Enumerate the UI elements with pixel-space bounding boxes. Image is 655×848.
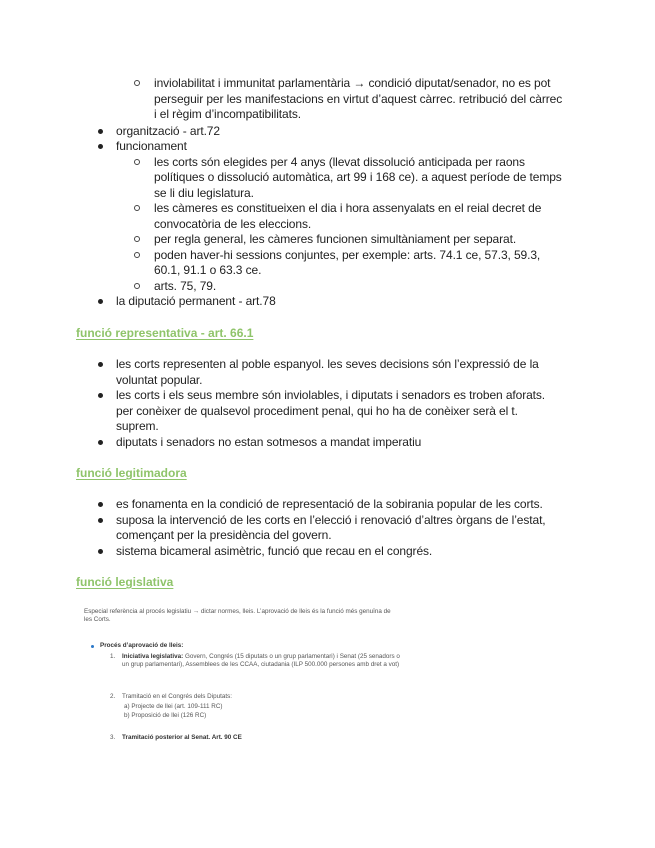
list-subitem <box>0 76 564 123</box>
list-text: la diputació permanent - art.78 <box>116 294 276 308</box>
list-text: poden haver-hi sessions conjuntes, per exemple: arts. 74.1 ce, 57.3, 59.3, 60.1, 91.1 o 63.3 ce. <box>154 247 541 277</box>
list-text: les corts representen al poble espanyol. les seves decisions són l’expressió de la voluntat popular. <box>116 357 539 387</box>
list-text: arts. 75, 79. <box>154 278 217 293</box>
list-text: funcionament <box>116 139 187 153</box>
section-heading-representativa: funció representativa - art. 66.1 <box>76 326 254 340</box>
snippet-bullet <box>100 642 183 650</box>
organization-list <box>0 76 564 310</box>
step-text: Govern, Congrés (15 diputats o un grup parlamentari) i Senat (25 senadors o un grup parlamentari), Assemblees de les CCAA, ciutadania (ILP 500.000 persones amb dret a vot) <box>122 653 400 669</box>
step-subitem: a) Projecte de llei (art. 109-111 RC) <box>124 703 223 710</box>
list-subitem <box>0 232 564 248</box>
section-list-legitimadora <box>0 497 556 559</box>
list-text: inviolabilitat i immunitat parlamentària → condició diputat/senador, no es pot perseguir per les manifestacions en virtut d’aquest càrrec. retribució del càrrec i el règim d’incompatibilitats. <box>154 76 563 121</box>
list-item <box>0 388 556 435</box>
step-number: 2. <box>110 693 116 700</box>
list-item <box>0 435 556 451</box>
step-title: Tramitació en el Congrés dels Diputats: <box>122 693 233 700</box>
list-text: les corts i els seus membre són inviolables, i diputats i senadors es troben aforats. per conèixer de qualsevol procediment penal, qui ho ha de conèixer serà el t. suprem. <box>116 388 546 433</box>
list-item <box>0 139 556 155</box>
step-title: Iniciativa legislativa: <box>122 653 184 660</box>
step-number: 1. <box>110 653 116 660</box>
list-text: organització - art.72 <box>116 123 220 138</box>
pasted-screenshot <box>84 608 404 753</box>
list-text: suposa la intervenció de les corts en l’elecció i renovació d’altres òrgans de l’estat, començant per la presidència del govern. <box>116 512 546 542</box>
list-item <box>0 357 556 388</box>
list-item <box>0 544 556 560</box>
list-text: les càmeres es constitueixen el dia i hora assenyalats en el reial decret de convocatòria de les eleccions. <box>154 201 542 231</box>
list-item <box>0 497 556 513</box>
list-text: sistema bicameral asimètric, funció que recau en el congrés. <box>116 543 433 558</box>
list-text: per regla general, les càmeres funcionen simultàniament per separat. <box>154 232 517 246</box>
section-heading-legislativa: funció legislativa <box>76 575 174 589</box>
step-subitem: b) Proposició de llei (126 RC) <box>124 712 207 719</box>
list-subitem <box>0 279 564 295</box>
list-subitem <box>0 248 564 279</box>
list-item <box>0 124 556 140</box>
section-list-representativa <box>0 357 556 450</box>
step-item <box>122 693 402 701</box>
section-heading-legitimadora: funció legitimadora <box>76 466 187 480</box>
snippet-bullet-text: Procés d’aprovació de lleis: <box>100 642 184 649</box>
list-text: les corts són elegides per 4 anys (llevat dissolució anticipada per raons polítiques o dissolució automàtica, art 99 i 168 ce). a aquest període de temps se li diu legislatura. <box>154 154 562 200</box>
list-subitem <box>0 155 564 202</box>
step-title: Tramitació posterior al Senat. Art. 90 CE <box>122 734 242 741</box>
list-item <box>0 294 556 310</box>
list-subitem <box>0 201 564 232</box>
step-number: 3. <box>110 734 116 741</box>
step-item <box>122 734 402 742</box>
list-text: diputats i senadors no estan sotmesos a mandat imperatiu <box>116 434 422 449</box>
list-text: es fonamenta en la condició de representació de la sobirania popular de les corts. <box>116 497 543 511</box>
list-item <box>0 513 556 544</box>
step-item <box>122 653 402 669</box>
snippet-intro: Especial referència al procés legislatiu → dictar normes, lleis. L’aprovació de lleis és la funció més genuïna de les Corts. <box>84 608 391 624</box>
